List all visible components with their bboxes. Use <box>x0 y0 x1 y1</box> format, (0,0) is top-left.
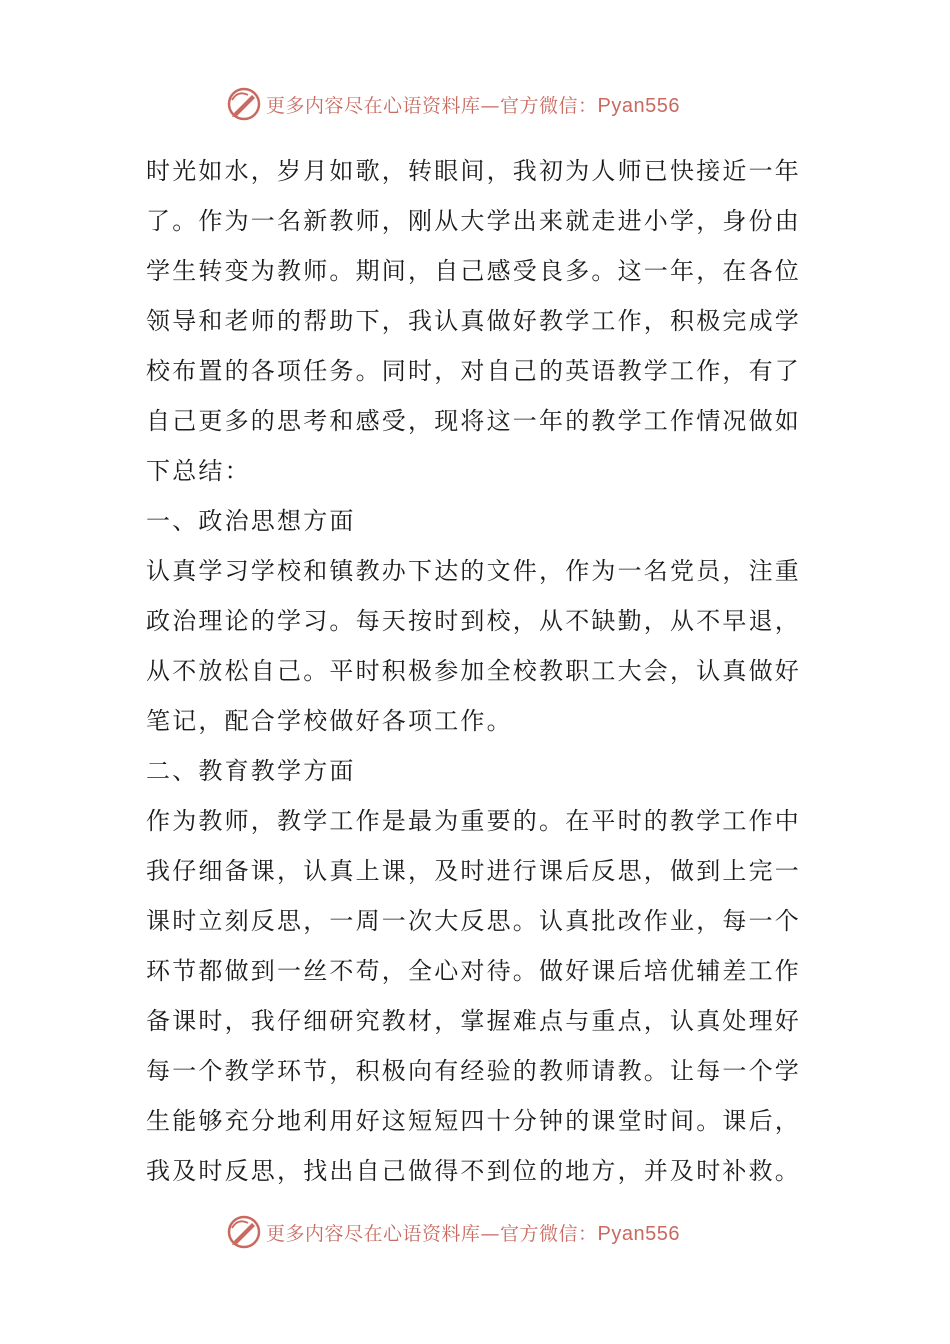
body-line: 笔记，配合学校做好各项工作。 <box>146 707 513 735</box>
body-line: 我及时反思，找出自己做得不到位的地方，并及时补救。 <box>146 1157 801 1185</box>
body-line: 自己更多的思考和感受，现将这一年的教学工作情况做如 <box>146 407 801 435</box>
body-line: 生能够充分地利用好这短短四十分钟的课堂时间。课后， <box>146 1107 801 1135</box>
body-line: 时光如水，岁月如歌，转眼间，我初为人师已快接近一年 <box>146 157 801 185</box>
footer-wechat-id: Pyan556 <box>597 1222 680 1245</box>
body-line: 了。作为一名新教师，刚从大学出来就走进小学，身份由 <box>146 207 801 235</box>
body-line: 每一个教学环节，积极向有经验的教师请教。让每一个学 <box>146 1057 801 1085</box>
body-line: 学生转变为教师。期间，自己感受良多。这一年，在各位 <box>146 257 801 285</box>
footer-banner <box>226 1212 680 1252</box>
body-line: 从不放松自己。平时积极参加全校教职工大会，认真做好 <box>146 657 801 685</box>
header-wechat-id: Pyan556 <box>597 94 680 117</box>
footer-banner-text: 更多内容尽在心语资料库—官方微信：Pyan556 <box>266 1222 680 1245</box>
body-line: 政治理论的学习。每天按时到校，从不缺勤，从不早退， <box>146 607 801 635</box>
header-banner <box>226 84 680 124</box>
body-line: 课时立刻反思，一周一次大反思。认真批改作业，每一个 <box>146 907 801 935</box>
section-heading-teaching: 二、教育教学方面 <box>146 757 356 785</box>
body-line: 校布置的各项任务。同时，对自己的英语教学工作，有了 <box>146 357 801 385</box>
document-body <box>146 146 816 1196</box>
body-line: 下总结： <box>146 457 251 485</box>
body-line: 我仔细备课，认真上课，及时进行课后反思，做到上完一 <box>146 857 801 885</box>
body-line: 作为教师，教学工作是最为重要的。在平时的教学工作中 <box>146 807 801 835</box>
body-line: 环节都做到一丝不苟，全心对待。做好课后培优辅差工作 <box>146 957 801 985</box>
body-line: 备课时，我仔细研究教材，掌握难点与重点，认真处理好 <box>146 1007 801 1035</box>
body-line: 领导和老师的帮助下，我认真做好教学工作，积极完成学 <box>146 307 801 335</box>
body-line: 认真学习学校和镇教办下达的文件，作为一名党员，注重 <box>146 557 801 585</box>
section-heading-politics: 一、政治思想方面 <box>146 507 356 535</box>
pen-logo-icon <box>226 1214 262 1250</box>
pen-logo-icon <box>226 86 262 122</box>
header-banner-text: 更多内容尽在心语资料库—官方微信：Pyan556 <box>266 94 680 117</box>
